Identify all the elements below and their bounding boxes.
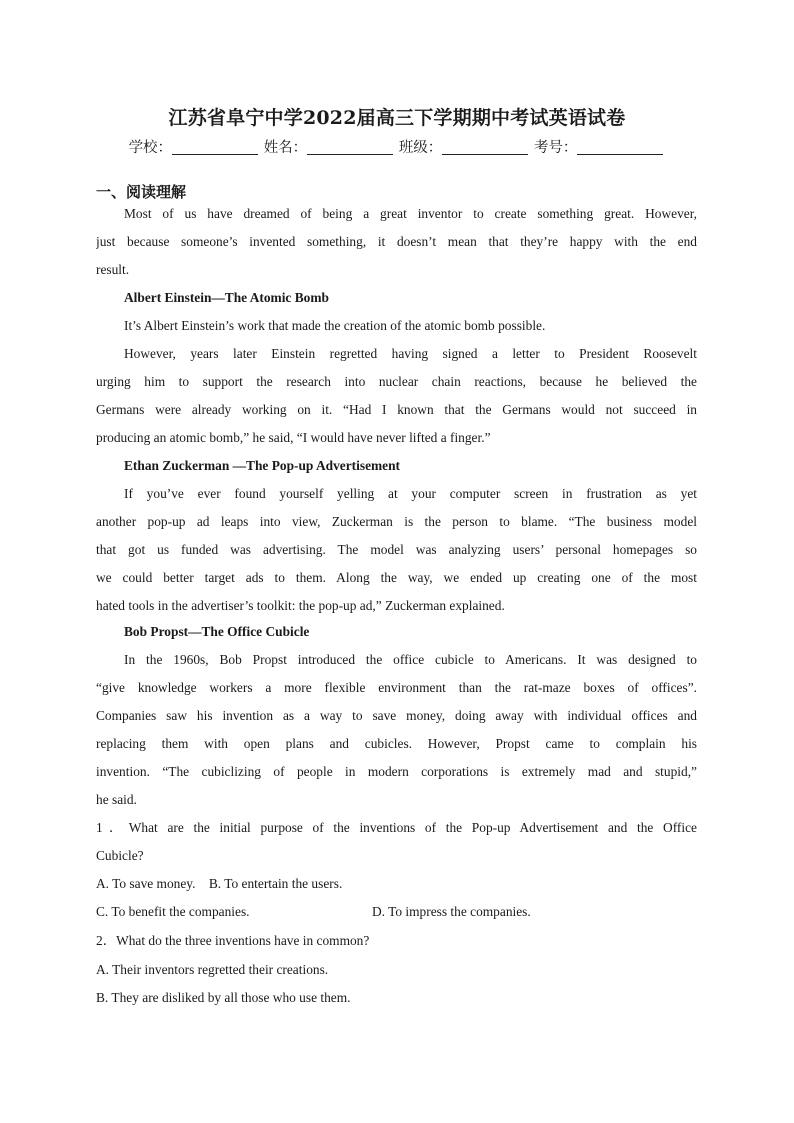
passage-line: that got us funded was advertising. The model was analyzing users’ personal homepages so xyxy=(96,542,697,557)
passage-line: urging him to support the research into nuclear chain reactions, because he believed the xyxy=(96,374,697,389)
passage-line: just because someone’s invented something, it doesn’t mean that they’re happy with the end xyxy=(96,234,697,249)
question-1-option-d: D. To impress the companies. xyxy=(372,904,531,919)
passage-line: producing an atomic bomb,” he said, “I would have never lifted a finger.” xyxy=(96,430,491,445)
class-blank[interactable] xyxy=(442,139,528,155)
student-info-row xyxy=(0,136,794,157)
exam-number-label: 考号： xyxy=(533,140,578,156)
passage-line: However, years later Einstein regretted having signed a letter to President Roosevelt xyxy=(124,346,697,361)
question-1-cont: Cubicle? xyxy=(96,848,144,863)
school-label: 学校： xyxy=(128,140,173,156)
passage-line: Germans were already working on it. “Had I known that the Germans would not succeed in xyxy=(96,402,697,417)
subheading-propst: Bob Propst—The Office Cubicle xyxy=(124,624,310,639)
subheading-zuckerman: Ethan Zuckerman —The Pop-up Advertisement xyxy=(124,458,401,473)
subheading-einstein: Albert Einstein—The Atomic Bomb xyxy=(124,290,329,305)
passage-line: Most of us have dreamed of being a great inventor to create something great. However, xyxy=(124,206,697,221)
question-2: 2．What do the three inventions have in common? xyxy=(96,933,370,948)
exam-number-blank[interactable] xyxy=(577,139,663,155)
passage-line: hated tools in the advertiser’s toolkit: the pop-up ad,” Zuckerman explained. xyxy=(96,598,505,613)
passage-line: invention. “The cubiclizing of people in modern corporations is extremely mad and stupid,” xyxy=(96,764,697,779)
question-1-option-c: C. To benefit the companies. xyxy=(96,904,250,919)
passage-line: we could better target ads to them. Along the way, we ended up creating one of the most xyxy=(96,570,697,585)
passage-line: he said. xyxy=(96,792,137,807)
question-2-option-a: A. Their inventors regretted their creations. xyxy=(96,962,329,977)
passage-line: “give knowledge workers a more flexible environment than the rat-maze boxes of offices”. xyxy=(96,680,697,695)
name-blank[interactable] xyxy=(307,139,393,155)
question-1: 1．What are the initial purpose of the inventions of the Pop-up Advertisement and the Office xyxy=(96,820,697,835)
passage-line: Companies saw his invention as a way to save money, doing away with individual offices and xyxy=(96,708,697,723)
section-heading-reading: 一、阅读理解 xyxy=(96,185,187,201)
passage-line: In the 1960s, Bob Propst introduced the office cubicle to Americans. It was designed to xyxy=(124,652,697,667)
passage-line: another pop-up ad leaps into view, Zuckerman is the person to blame. “The business model xyxy=(96,514,697,529)
question-1-options-ab: A. To save money. B. To entertain the users. xyxy=(96,876,343,891)
passage-line: result. xyxy=(96,262,130,277)
school-blank[interactable] xyxy=(172,139,258,155)
passage-line: If you’ve ever found yourself yelling at your computer screen in frustration as yet xyxy=(124,486,697,501)
name-label: 姓名： xyxy=(263,140,308,156)
passage-line: replacing them with open plans and cubicles. However, Propst came to complain his xyxy=(96,736,697,751)
class-label: 班级： xyxy=(398,140,443,156)
passage-line: It’s Albert Einstein’s work that made the creation of the atomic bomb possible. xyxy=(124,318,546,333)
question-2-option-b: B. They are disliked by all those who use them. xyxy=(96,990,351,1005)
exam-title: 江苏省阜宁中学2022届高三下学期期中考试英语试卷 xyxy=(168,107,626,129)
